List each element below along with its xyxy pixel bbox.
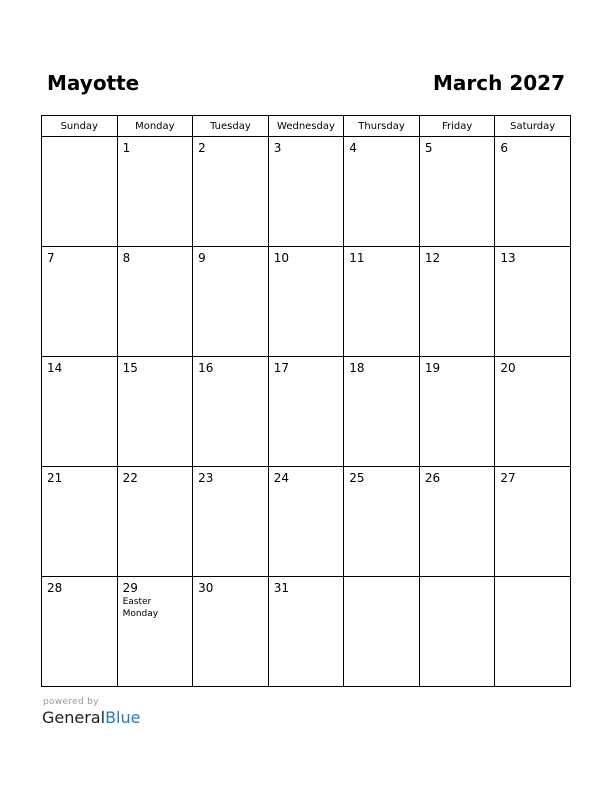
day-cell [117,357,193,467]
day-number: 14 [47,361,63,375]
day-number: 21 [47,471,63,485]
day-cell [42,467,118,577]
brand-blue-text: Blue [105,708,141,727]
day-number: 2 [198,141,206,155]
weekday-header: Tuesday [193,116,269,137]
day-number: 12 [424,251,441,265]
weekday-header: Saturday [495,116,571,137]
day-cell [193,577,269,687]
day-number: 19 [424,361,441,375]
day-cell [419,357,495,467]
powered-by-label: powered by [43,697,99,707]
day-number: 23 [198,471,214,485]
day-number: 5 [424,141,433,155]
day-cell [42,357,118,467]
day-number: 17 [273,361,289,375]
day-cell [495,467,571,577]
brand-general-text: General [42,708,106,727]
day-number: 4 [349,141,357,155]
day-cell [344,467,420,577]
day-number: 1 [122,141,131,155]
day-cell [419,247,495,357]
weekday-header-row [42,116,571,137]
day-cell [495,247,571,357]
day-cell [117,467,193,577]
day-cell [117,577,193,687]
day-cell [419,467,495,577]
weekday-header: Sunday [42,116,118,137]
calendar-month-title: March 2027 [433,71,565,95]
day-cell [419,137,495,247]
day-number: 31 [273,581,289,595]
calendar-country-title: Mayotte [47,71,140,95]
day-number: 11 [349,251,365,265]
day-number: 13 [500,251,516,265]
day-number: 8 [122,251,131,265]
day-number: 27 [500,471,516,485]
day-number: 6 [500,141,509,155]
day-cell [495,357,571,467]
day-cell [193,247,269,357]
day-number: 22 [122,471,138,485]
weekday-header: Thursday [344,116,420,137]
day-cell [268,467,344,577]
weekday-header: Monday [117,116,193,137]
weekday-header: Wednesday [268,116,344,137]
generalblue-logo[interactable] [42,708,140,727]
week-row [42,247,571,357]
day-cell [495,137,571,247]
empty-day-cell [495,577,571,687]
day-cell [117,247,193,357]
day-number: 16 [198,361,214,375]
day-cell [268,577,344,687]
day-cell [344,357,420,467]
week-row [42,577,571,687]
week-row [42,137,571,247]
weekday-header: Friday [419,116,495,137]
empty-day-cell [419,577,495,687]
day-number: 30 [198,581,214,595]
day-number: 29 [122,581,138,595]
day-cell [193,357,269,467]
day-number: 9 [198,251,206,265]
empty-day-cell [42,137,118,247]
day-cell [193,467,269,577]
day-cell [344,247,420,357]
day-cell [117,137,193,247]
day-cell [42,247,118,357]
day-number: 28 [47,581,63,595]
calendar-grid [41,115,571,687]
day-cell [268,357,344,467]
day-cell [193,137,269,247]
day-number: 24 [273,471,289,485]
day-number: 10 [273,251,289,265]
week-row [42,467,571,577]
holiday-label: Easter Monday [122,597,159,619]
empty-day-cell [344,577,420,687]
day-number: 15 [122,361,138,375]
day-number: 3 [273,141,282,155]
day-cell [344,137,420,247]
day-number: 7 [47,251,55,265]
week-row [42,357,571,467]
day-number: 26 [424,471,441,485]
day-cell [268,137,344,247]
day-cell [42,577,118,687]
day-cell [268,247,344,357]
day-number: 20 [500,361,516,375]
day-number: 18 [349,361,365,375]
day-number: 25 [349,471,365,485]
